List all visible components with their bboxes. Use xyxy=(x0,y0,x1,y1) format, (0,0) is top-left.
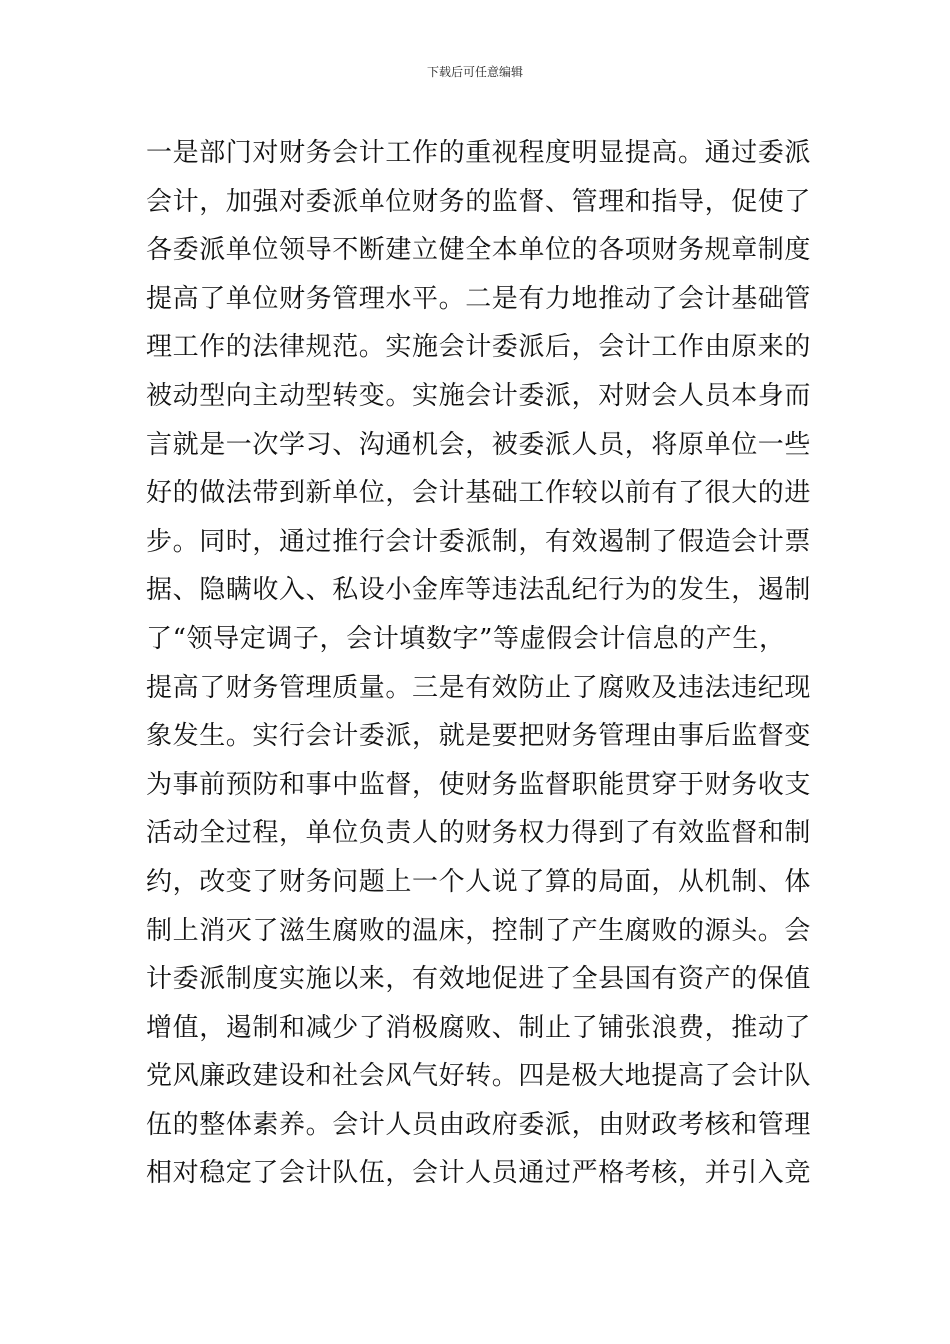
text-line: 相对稳定了会计队伍，会计人员通过严格考核，并引入竞 xyxy=(146,1158,812,1189)
text-line: 一是部门对财务会计工作的重视程度明显提高。通过委派 xyxy=(146,138,812,168)
text-line: 党风廉政建设和社会风气好转。四是极大地提高了会计队 xyxy=(146,1061,812,1092)
text-line: 提高了财务管理质量。三是有效防止了腐败及违法违纪现 xyxy=(146,672,812,703)
text-line: 步。同时，通过推行会计委派制，有效遏制了假造会计票 xyxy=(146,526,812,557)
body-text xyxy=(146,129,810,1198)
text-line: 各委派单位领导不断建立健全本单位的各项财务规章制度 xyxy=(146,235,812,266)
page-header: 下载后可任意编辑 xyxy=(426,65,523,79)
text-line: 好的做法带到新单位，会计基础工作较以前有了很大的进 xyxy=(146,478,812,509)
text-line: 提高了单位财务管理水平。二是有力地推动了会计基础管 xyxy=(146,283,812,314)
text-line: 会计，加强对委派单位财务的监督、管理和指导，促使了 xyxy=(146,186,812,217)
text-line: 为事前预防和事中监督，使财务监督职能贯穿于财务收支 xyxy=(146,769,812,800)
text-line: 了“领导定调子，会计填数字”等虚假会计信息的产生， xyxy=(146,623,786,654)
text-line: 活动全过程，单位负责人的财务权力得到了有效监督和制 xyxy=(146,818,812,849)
text-line: 被动型向主动型转变。实施会计委派，对财会人员本身而 xyxy=(146,380,812,411)
text-line: 增值，遏制和减少了消极腐败、制止了铺张浪费，推动了 xyxy=(146,1012,812,1043)
text-line: 伍的整体素养。会计人员由政府委派，由财政考核和管理 xyxy=(146,1109,812,1140)
text-line: 计委派制度实施以来，有效地促进了全县国有资产的保值 xyxy=(146,964,812,995)
text-line: 理工作的法律规范。实施会计委派后，会计工作由原来的 xyxy=(146,332,812,363)
text-line: 象发生。实行会计委派，就是要把财务管理由事后监督变 xyxy=(146,721,812,752)
text-line: 约，改变了财务问题上一个人说了算的局面，从机制、体 xyxy=(146,866,812,897)
text-line: 制上消灭了滋生腐败的温床，控制了产生腐败的源头。会 xyxy=(146,915,812,946)
text-line: 据、隐瞒收入、私设小金库等违法乱纪行为的发生，遏制 xyxy=(146,575,812,606)
text-line: 言就是一次学习、沟通机会，被委派人员，将原单位一些 xyxy=(146,429,812,460)
